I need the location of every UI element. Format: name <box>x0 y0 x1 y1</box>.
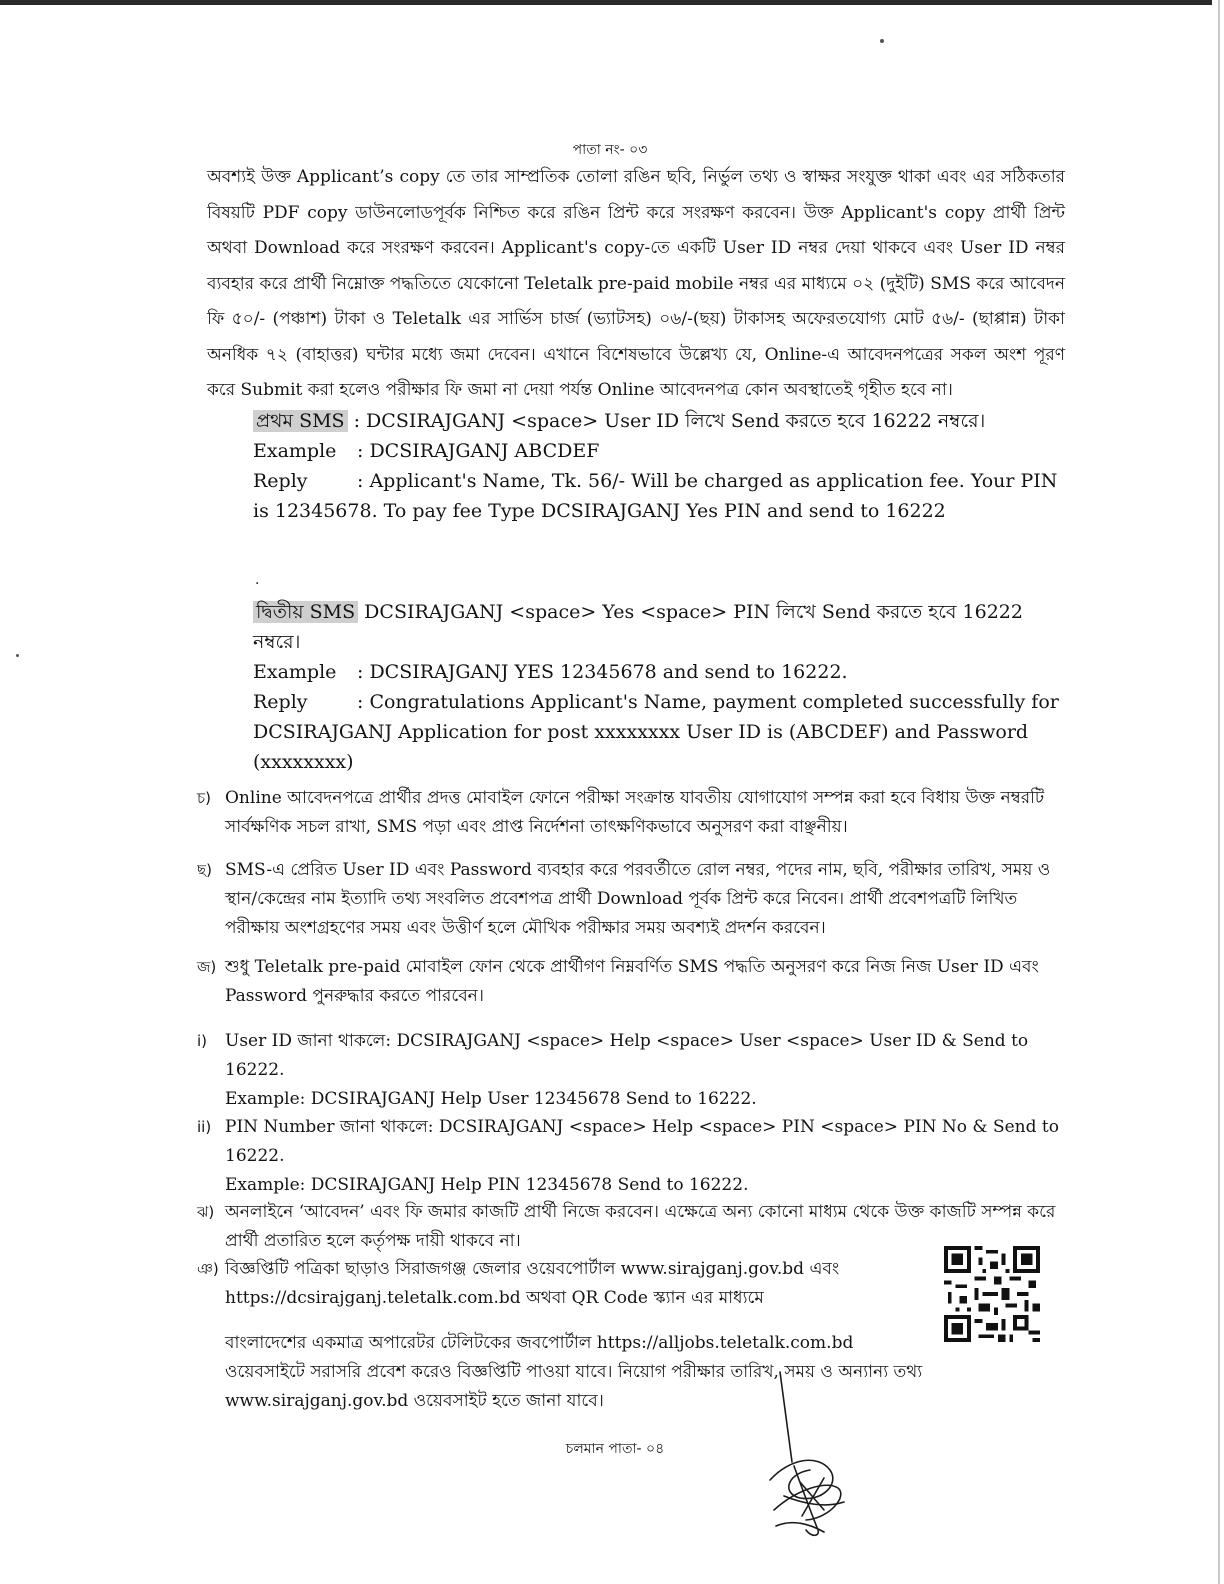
example-label: Example <box>253 440 337 462</box>
example-text: : DCSIRAJGANJ YES 12345678 and send to 16222. <box>357 661 848 683</box>
clause-ja <box>197 953 1065 1011</box>
recovery-instruction: User ID জানা থাকলে: DCSIRAJGANJ <space> Help <space> User <space> User ID & Send to 16222. <box>225 1031 1029 1080</box>
clause-marker: ঝ) <box>197 1203 215 1221</box>
clause-marker: জ) <box>197 958 217 976</box>
first-sms-instruction: : DCSIRAJGANJ <space> User ID লিখে Send করতে হবে 16222 নম্বরে। <box>347 410 986 432</box>
clause-text-part1: বিজ্ঞপ্তিটি পত্রিকা ছাড়াও সিরাজগঞ্জ জেলার ওয়েবপোর্টাল www.sirajganj.gov.bd এবং https://dcsirajganj.teletalk.com.bd অথবা QR Code স্ক্যান এর মাধ্যমে <box>225 1259 840 1308</box>
clause-text: Online আবেদনপত্রে প্রার্থীর প্রদত্ত মোবাইল ফোনে পরীক্ষা সংক্রান্ত যাবতীয় যোগাযোগ সম্পন্ন করা হবে বিধায় উক্ত নম্বরটি সার্বক্ষণিক সচল রাখা, SMS পড়া এবং প্রাপ্ত নির্দেশনা তাৎক্ষণিকভাবে অনুসরণ করা বাঞ্ছনীয়। <box>225 788 1045 837</box>
recovery-pin <box>197 1113 1065 1200</box>
second-sms-instruction: DCSIRAJGANJ <space> Yes <space> PIN লিখে Send করতে হবে 16222 নম্বরে। <box>253 601 1023 653</box>
intro-paragraph: অবশ্যই উক্ত Applicant’s copy তে তার সাম্প্রতিক তোলা রঙিন ছবি, নির্ভুল তথ্য ও স্বাক্ষর সংযুক্ত থাকা এবং এর সঠিকতার বিষয়টি PDF copy ডাউনলোডপূর্বক নিশ্চিত করে রঙিন প্রিন্ট করে সংরক্ষণ করবেন। উক্ত Applicant's copy প্রার্থী প্রিন্ট অথবা Download করে সংরক্ষণ করবেন। Applicant's copy-তে একটি User ID নম্বর দেয়া থাকবে এবং User ID নম্বর ব্যবহার করে প্রার্থী নিম্নোক্ত পদ্ধতিতে যেকোনো Teletalk pre-paid mobile নম্বর এর মাধ্যমে ০২ (দুইটি) SMS করে আবেদন ফি ৫০/- (পঞ্চাশ) টাকা ও Teletalk এর সার্ভিস চার্জ (ভ্যাটসহ) ০৬/-(ছয়) টাকাসহ অফেরতযোগ্য মোট ৫৬/- (ছাপ্পান্ন) টাকা অনধিক ৭২ (বাহাত্তর) ঘন্টার মধ্যে জমা দেবেন। এখানে বিশেষভাবে উল্লেখ্য যে, Online-এ আবেদনপত্রের সকল অংশ পূরণ করে Submit করা হলেও পরীক্ষার ফি জমা না দেয়া পর্যন্ত Online আবেদনপত্র কোন অবস্থাতেই গৃহীত হবে না। <box>207 167 1065 400</box>
second-sms-example <box>253 657 1065 687</box>
second-sms-line <box>253 597 1065 657</box>
clause-marker: ছ) <box>197 861 212 879</box>
clause-chha <box>197 856 1065 943</box>
clause-text: অনলাইনে ‘আবেদন’ এবং ফি জমার কাজটি প্রার্থী নিজে করবেন। এক্ষেত্রে অন্য কোনো মাধ্যম থেকে উক্ত কাজটি সম্পন্ন করে প্রার্থী প্রতারিত হলে কর্তৃপক্ষ দায়ী থাকবে না। <box>225 1202 1056 1251</box>
page-number: পাতা নং- ০৩ <box>572 142 648 158</box>
clause-jha <box>197 1198 1065 1256</box>
clause-text: শুধু Teletalk pre-paid মোবাইল ফোন থেকে প্রার্থীগণ নিম্নবর্ণিত SMS পদ্ধতি অনুসরণ করে নিজ নিজ User ID এবং Password পুনরুদ্ধার করতে পারবেন। <box>225 957 1039 1006</box>
first-sms-block <box>253 406 1065 526</box>
first-sms-label: প্রথম SMS <box>253 410 348 432</box>
clause-marker: ii) <box>197 1118 212 1136</box>
example-label: Example <box>253 661 337 683</box>
scan-top-edge <box>0 0 1212 5</box>
recovery-user-id <box>197 1027 1065 1114</box>
clause-text-part2: বাংলাদেশের একমাত্র অপারেটর টেলিটকের জবপোর্টাল https://alljobs.teletalk.com.bd ওয়েবসাইটে সরাসরি প্রবেশ করেও বিজ্ঞপ্তিটি পাওয়া যাবে। নিয়োগ পরীক্ষার তারিখ, সময় ও অন্যান্য তথ্য www.sirajganj.gov.bd ওয়েবসাইট হতে জানা যাবে। <box>225 1333 923 1411</box>
second-sms-reply <box>253 687 1065 777</box>
scan-speck <box>880 39 884 43</box>
clause-text: SMS-এ প্রেরিত User ID এবং Password ব্যবহার করে পরবর্তীতে রোল নম্বর, পদের নাম, ছবি, পরীক্ষার তারিখ, সময় ও স্থান/কেন্দ্রের নাম ইত্যাদি তথ্য সংবলিত প্রবেশপত্র প্রার্থী Download পূর্বক প্রিন্ট করে নিবেন। প্রার্থী প্রবেশপত্রটি লিখিত পরীক্ষায় অংশগ্রহণের সময় এবং উত্তীর্ণ হলে মৌখিক পরীক্ষার সময় অবশ্যই প্রদর্শন করবেন। <box>225 860 1051 938</box>
first-sms-line <box>253 406 1065 436</box>
first-sms-reply <box>253 466 1065 526</box>
second-sms-label: দ্বিতীয় SMS <box>253 601 358 623</box>
qr-code-icon[interactable] <box>944 1246 1040 1342</box>
second-sms-block <box>253 597 1065 777</box>
recovery-example: Example: DCSIRAJGANJ Help PIN 12345678 Send to 16222. <box>225 1175 749 1195</box>
continuation-note: চলমান পাতা- ০৪ <box>565 1441 665 1457</box>
scan-right-edge <box>1218 0 1220 1584</box>
reply-label: Reply <box>253 691 308 713</box>
scan-speck <box>16 654 19 657</box>
recovery-instruction: PIN Number জানা থাকলে: DCSIRAJGANJ <space> Help <space> PIN <space> PIN No & Send to 16222. <box>225 1117 1059 1166</box>
example-text: : DCSIRAJGANJ ABCDEF <box>357 440 600 462</box>
signature-icon <box>740 1370 880 1540</box>
clause-marker: i) <box>197 1032 208 1050</box>
first-sms-example <box>253 436 1065 466</box>
stray-dot: . <box>255 572 260 588</box>
recovery-example: Example: DCSIRAJGANJ Help User 12345678 Send to 16222. <box>225 1089 757 1109</box>
clause-cha <box>197 784 1065 842</box>
reply-text: : Congratulations Applicant's Name, payment completed successfully for DCSIRAJGANJ Application for post xxxxxxxx User ID is (ABCDEF) and Password (xxxxxxxx) <box>253 691 1059 773</box>
clause-marker: ঞ) <box>197 1260 219 1278</box>
reply-text: : Applicant's Name, Tk. 56/- Will be charged as application fee. Your PIN is 12345678. To pay fee Type DCSIRAJGANJ Yes PIN and send to 16222 <box>253 470 1058 522</box>
clause-nya <box>197 1255 1065 1416</box>
reply-label: Reply <box>253 470 308 492</box>
clause-marker: চ) <box>197 789 211 807</box>
